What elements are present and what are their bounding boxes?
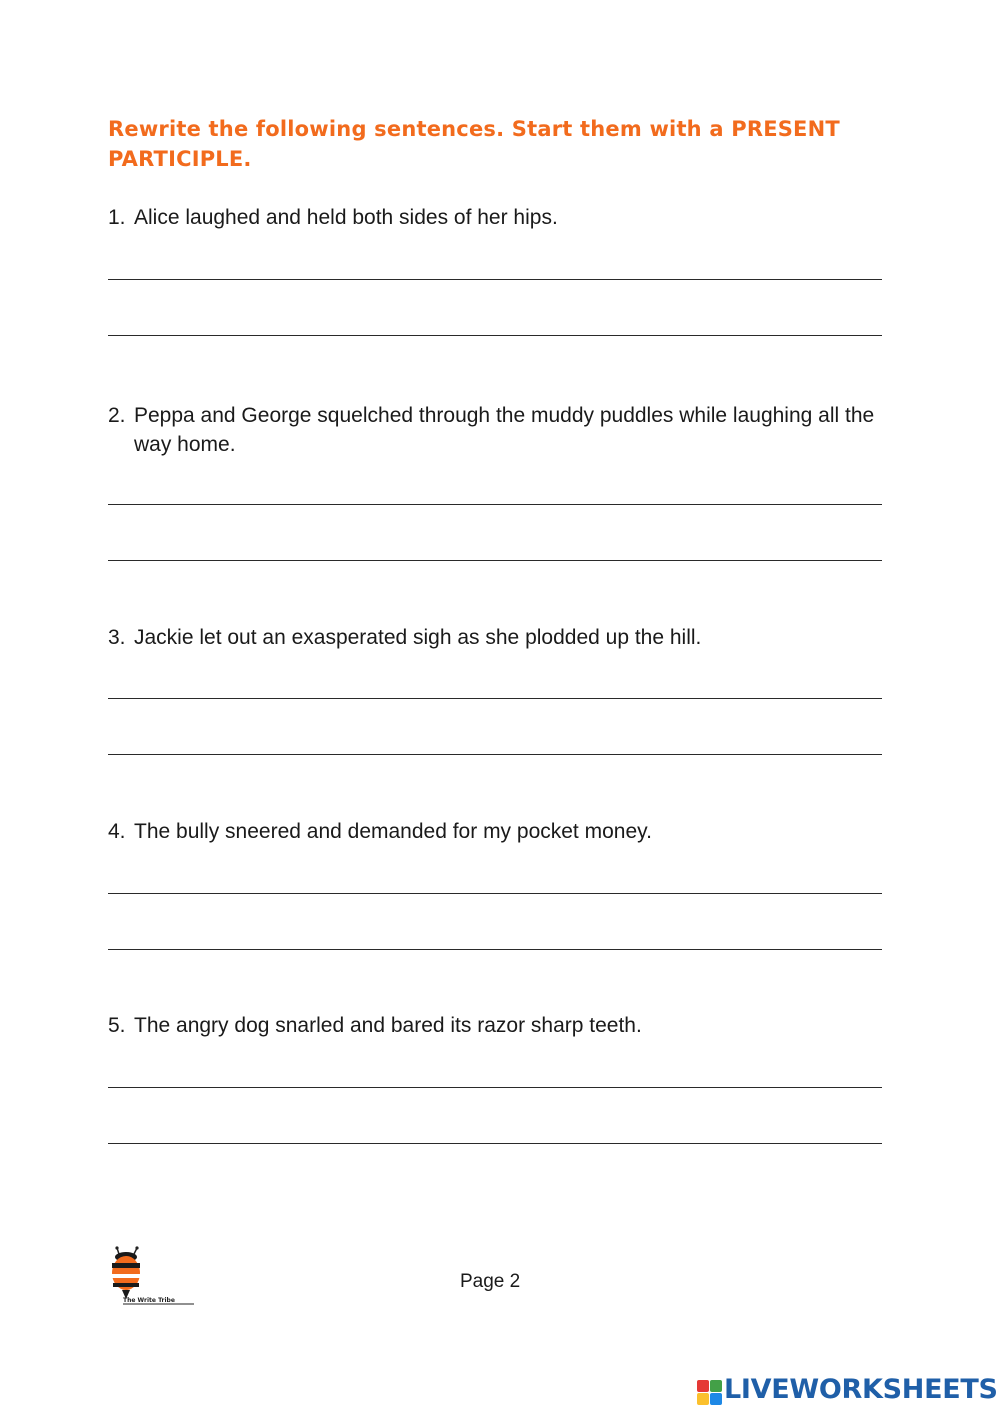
question-number: 5. — [108, 1014, 126, 1037]
answer-line-5a[interactable] — [108, 1087, 882, 1088]
answer-line-3a[interactable] — [108, 698, 882, 699]
answer-line-4b[interactable] — [108, 949, 882, 950]
question-1 — [108, 203, 888, 232]
question-text: Jackie let out an exasperated sigh as she plodded up the hill. — [134, 626, 702, 649]
answer-line-5b[interactable] — [108, 1143, 882, 1144]
question-number: 3. — [108, 626, 126, 649]
question-number: 1. — [108, 206, 126, 229]
question-5 — [108, 1011, 888, 1040]
page-number: Page 2 — [460, 1271, 521, 1292]
liveworksheets-logo-icon — [697, 1380, 723, 1406]
question-number: 4. — [108, 820, 126, 843]
question-text: Alice laughed and held both sides of her hips. — [134, 206, 558, 229]
question-4 — [108, 817, 888, 846]
liveworksheets-watermark[interactable]: LIVEWORKSHEETS — [724, 1374, 998, 1405]
answer-line-4a[interactable] — [108, 893, 882, 894]
question-text: Peppa and George squelched through the muddy puddles while laughing all the way home. — [134, 404, 875, 456]
instruction-heading: Rewrite the following sentences. Start them with a PRESENT PARTICIPLE. — [108, 117, 840, 171]
question-2 — [108, 401, 888, 459]
answer-line-2a[interactable] — [108, 504, 882, 505]
answer-line-1a[interactable] — [108, 279, 882, 280]
question-text: The bully sneered and demanded for my pocket money. — [134, 820, 652, 843]
answer-line-3b[interactable] — [108, 754, 882, 755]
question-number: 2. — [108, 404, 126, 427]
question-text: The angry dog snarled and bared its razor sharp teeth. — [134, 1014, 642, 1037]
answer-line-1b[interactable] — [108, 335, 882, 336]
answer-line-2b[interactable] — [108, 560, 882, 561]
question-3 — [108, 623, 888, 652]
logo-text: The Write Tribe — [123, 1297, 175, 1304]
